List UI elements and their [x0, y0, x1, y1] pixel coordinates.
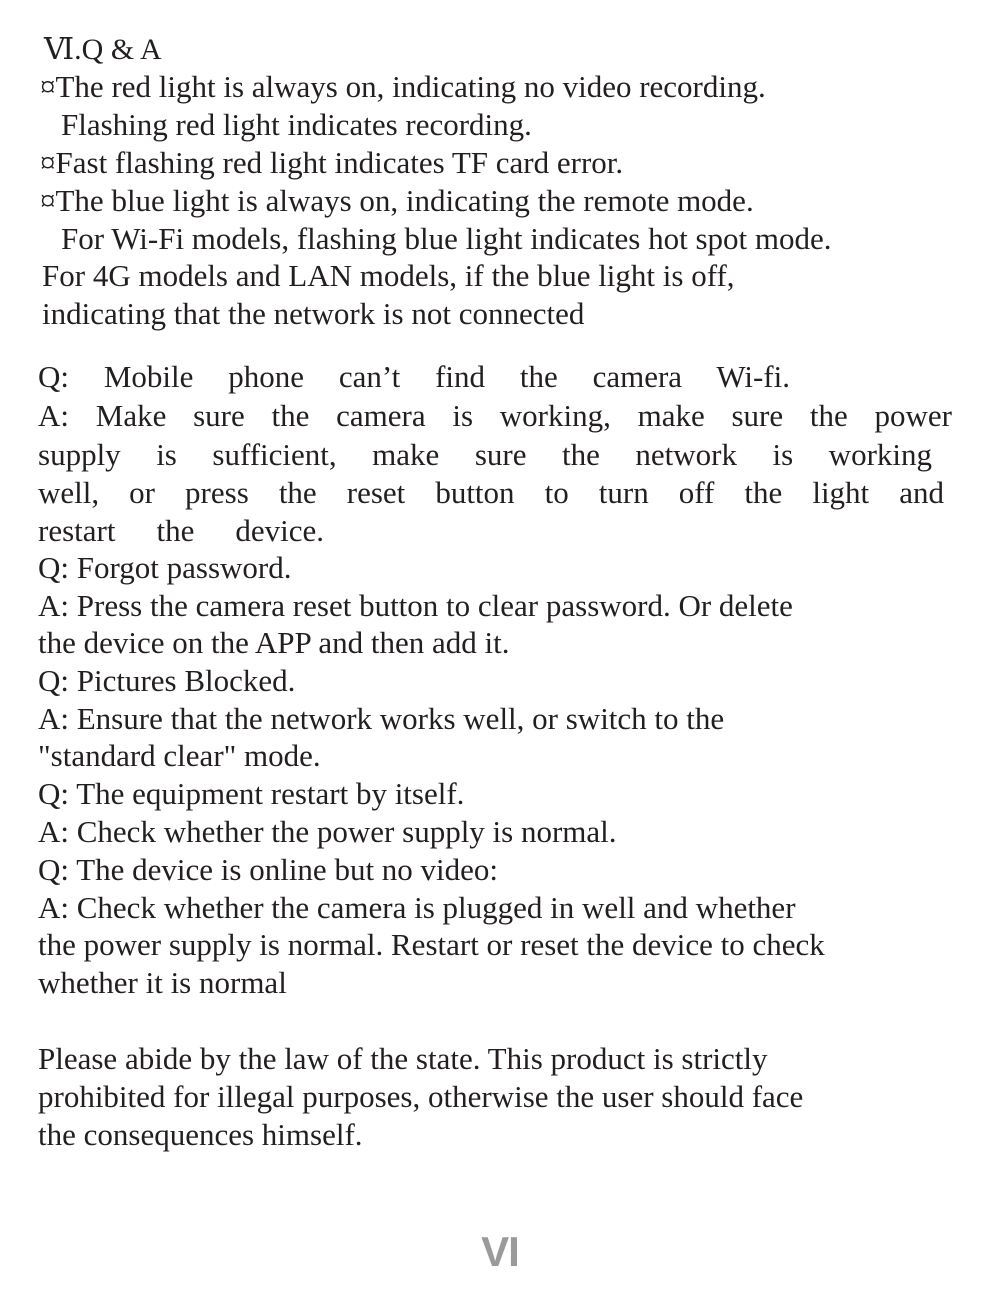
faq-question-1: Q: Mobile phone can’t find the camera Wi-fi.: [38, 359, 790, 394]
faq-answer-3-line-1: A: Ensure that the network works well, or switch to the: [38, 701, 725, 736]
disclaimer-line-2: prohibited for illegal purposes, otherwise the user should face: [38, 1079, 804, 1114]
faq-question-3: Q: Pictures Blocked.: [38, 663, 296, 698]
faq-answer-3-line-2: "standard clear" mode.: [38, 738, 321, 773]
faq-answer-2-line-2: the device on the APP and then add it.: [38, 625, 510, 660]
disclaimer-line-1: Please abide by the law of the state. This product is strictly: [38, 1041, 768, 1076]
indicator-red-fast: ¤Fast flashing red light indicates TF card error.: [40, 145, 624, 180]
faq-question-5: Q: The device is online but no video:: [38, 852, 499, 887]
indicator-blue-off-line-1: For 4G models and LAN models, if the blue light is off,: [42, 258, 735, 293]
faq-answer-5-line-3: whether it is normal: [38, 965, 287, 1000]
section-title: Ⅵ.Q & A: [44, 33, 162, 66]
faq-answer-4: A: Check whether the power supply is normal.: [38, 814, 617, 849]
faq-question-4: Q: The equipment restart by itself.: [38, 776, 465, 811]
indicator-red-solid: ¤The red light is always on, indicating no video recording.: [40, 69, 766, 104]
indicator-blue-off-line-2: indicating that the network is not connected: [42, 296, 585, 331]
faq-answer-1-line-1: A: Make sure the camera is working, make sure the power: [38, 398, 952, 433]
faq-answer-1-line-4: restart the device.: [38, 513, 324, 548]
faq-answer-5-line-2: the power supply is normal. Restart or reset the device to check: [38, 927, 825, 962]
indicator-blue-solid: ¤The blue light is always on, indicating the remote mode.: [40, 183, 754, 218]
bullet-glyph: ¤: [40, 69, 56, 104]
indicator-blue-flash: For Wi-Fi models, flashing blue light indicates hot spot mode.: [61, 221, 832, 256]
faq-answer-2-line-1: A: Press the camera reset button to clear password. Or delete: [38, 588, 793, 623]
bullet-glyph: ¤: [40, 145, 56, 180]
page-number: VI: [481, 1228, 519, 1275]
faq-question-2: Q: Forgot password.: [38, 550, 292, 585]
bullet-glyph: ¤: [40, 183, 56, 218]
faq-answer-5-line-1: A: Check whether the camera is plugged in well and whether: [38, 890, 796, 925]
indicator-red-flash: Flashing red light indicates recording.: [61, 107, 532, 142]
faq-answer-1-line-2: supply is sufficient, make sure the network is working: [38, 437, 932, 472]
disclaimer-line-3: the consequences himself.: [38, 1117, 363, 1152]
faq-answer-1-line-3: well, or press the reset button to turn off the light and: [38, 475, 944, 510]
